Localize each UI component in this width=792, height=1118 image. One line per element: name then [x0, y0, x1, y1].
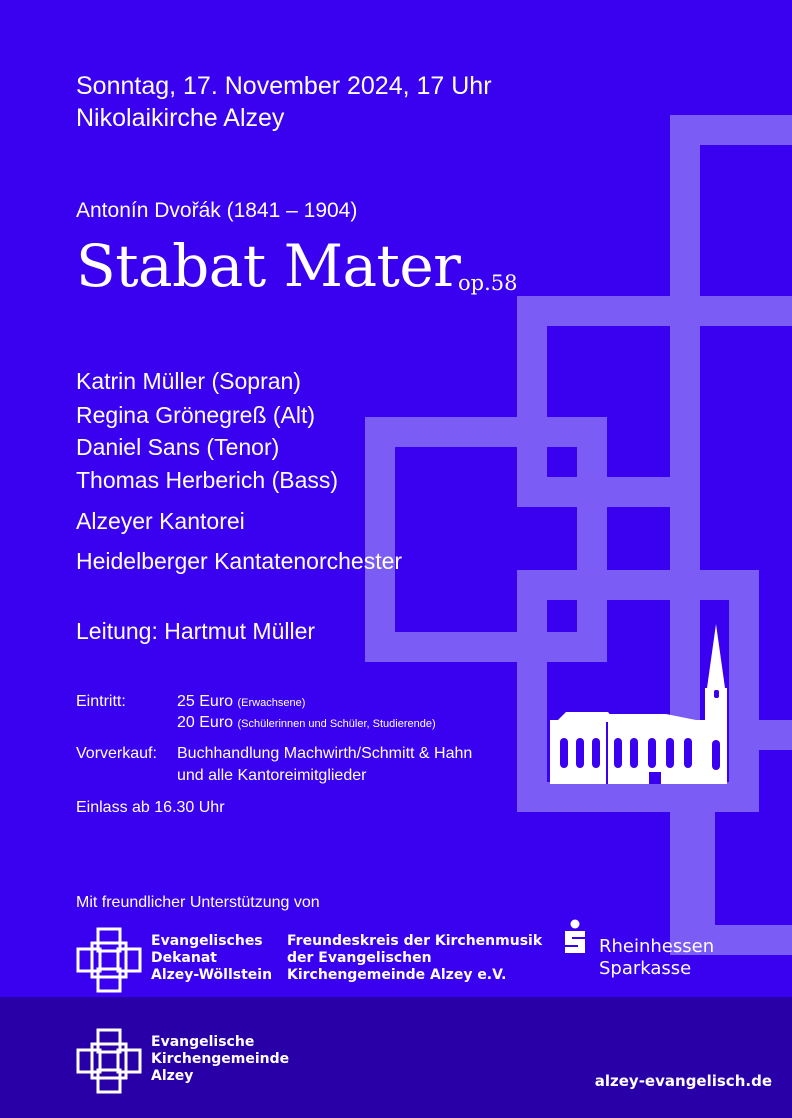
event-venue: Nikolaikirche Alzey [76, 104, 285, 132]
event-date-time: Sonntag, 17. November 2024, 17 Uhr [76, 72, 492, 100]
performer-choir: Alzeyer Kantorei [76, 508, 245, 534]
sparkasse-logo-text [599, 936, 714, 980]
dekanat-line-3: Alzey-Wöllstein [151, 967, 273, 983]
performer-soprano: Katrin Müller (Sopran) [76, 368, 301, 394]
dekanat-line-1: Evangelisches [151, 933, 263, 949]
price-adult: 25 Euro [177, 693, 234, 710]
price-adult-note: (Erwachsene) [237, 697, 306, 709]
performer-tenor: Daniel Sans (Tenor) [76, 434, 280, 460]
conductor: Leitung: Hartmut Müller [76, 618, 316, 644]
price-reduced: 20 Euro [177, 714, 234, 731]
org-line-2: Kirchengemeinde [151, 1051, 290, 1067]
doors-open: Einlass ab 16.30 Uhr [76, 799, 225, 816]
presale-label: Vorverkauf: [76, 745, 157, 762]
presale-line-2: und alle Kantoreimitglieder [177, 767, 367, 784]
admission-label: Eintritt: [76, 693, 126, 710]
work-opus: op.58 [458, 271, 518, 295]
performer-alto: Regina Grönegreß (Alt) [76, 402, 316, 428]
admission-price-adult [177, 693, 305, 711]
composer: Antonín Dvořák (1841 – 1904) [76, 199, 358, 222]
sparkasse-s-icon [562, 919, 588, 955]
cross-logo-icon [76, 927, 142, 993]
kirchengemeinde-logo-text [151, 1034, 289, 1085]
work-title: Stabat Mater [76, 232, 461, 300]
website-link[interactable]: alzey-evangelisch.de [594, 1072, 772, 1090]
performer-orchestra: Heidelberger Kantatenorchester [76, 548, 403, 574]
price-reduced-note: (Schülerinnen und Schüler, Studierende) [237, 718, 436, 730]
presale-line-1: Buchhandlung Machwirth/Schmitt & Hahn [177, 745, 473, 762]
frame-left-mid [380, 432, 592, 647]
org-line-1: Evangelische [151, 1034, 255, 1050]
freundeskreis-line-2: der Evangelischen [287, 950, 432, 966]
dekanat-logo-text [151, 933, 272, 984]
church-icon [546, 622, 736, 786]
cross-logo-icon [76, 1028, 142, 1094]
admission-price-reduced [177, 714, 436, 732]
sparkasse-line-1: Rheinhessen [599, 936, 715, 957]
freundeskreis-line-1: Freundeskreis der Kirchenmusik [287, 933, 543, 949]
frame-upper-mid [532, 311, 685, 492]
freundeskreis-line-3: Kirchengemeinde Alzey e.V. [287, 967, 507, 983]
org-line-3: Alzey [151, 1068, 194, 1084]
footer-band [0, 997, 792, 1118]
dekanat-line-2: Dekanat [151, 950, 217, 966]
sponsors-heading: Mit freundlicher Unterstützung von [76, 894, 320, 911]
sparkasse-line-2: Sparkasse [599, 958, 692, 979]
freundeskreis-text [287, 933, 542, 984]
performer-bass: Thomas Herberich (Bass) [76, 467, 339, 493]
